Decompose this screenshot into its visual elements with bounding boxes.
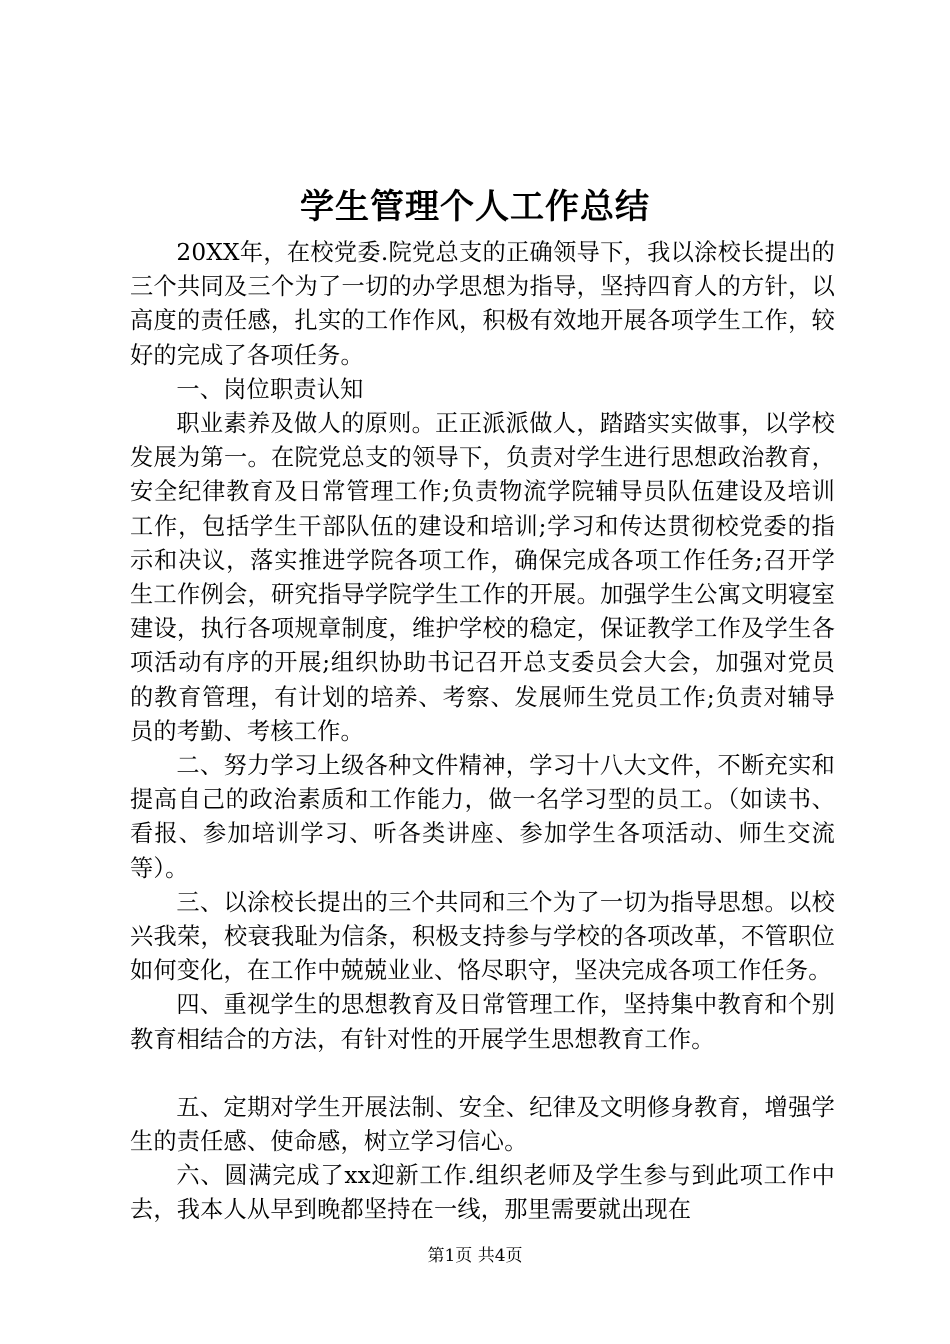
- page-footer: [0, 1244, 950, 1268]
- document-title: 学生管理个人工作总结: [300, 187, 650, 227]
- paragraph-section-3: 三、以涂校长提出的三个共同和三个为了一切为指导思想。以校兴我荣，校衰我耻为信条，积极支持参与学校的各项改革，不管职位如何变化，在工作中兢兢业业、恪尽职守，坚决完成各项工作任务。: [130, 888, 835, 985]
- page-number: 第1页: [427, 1246, 473, 1266]
- paragraph-duties: 职业素养及做人的原则。正正派派做人，踏踏实实做事，以学校发展为第一。在院党总支的领导下，负责对学生进行思想政治教育，安全纪律教育及日常管理工作;负责物流学院辅导员队伍建设及培训工作，包括学生干部队伍的建设和培训;学习和传达贯彻校党委的指示和决议，落实推进学院各项工作，确保完成各项工作任务;召开学生工作例会，研究指导学院学生工作的开展。加强学生公寓文明寝室建设，执行各项规章制度，维护学校的稳定，保证教学工作及学生各项活动有序的开展;组织协助书记召开总支委员会大会，加强对党员的教育管理，有计划的培养、考察、发展师生党员工作;负责对辅导员的考勤、考核工作。: [130, 410, 835, 745]
- paragraph-section-2: 二、努力学习上级各种文件精神，学习十八大文件，不断充实和提高自己的政治素质和工作能力，做一名学习型的员工。（如读书、看报、参加培训学习、听各类讲座、参加学生各项活动、师生交流等）。: [130, 752, 835, 882]
- paragraph-section-5: 五、定期对学生开展法制、安全、纪律及文明修身教育，增强学生的责任感、使命感，树立学习信心。: [130, 1093, 835, 1156]
- section-heading-1: 一、岗位职责认知: [176, 375, 364, 403]
- page-total: 共4页: [477, 1246, 523, 1266]
- paragraph-section-6: 六、圆满完成了xx迎新工作.组织老师及学生参与到此项工作中去，我本人从早到晚都坚持在一线，那里需要就出现在: [130, 1162, 835, 1224]
- paragraph-intro: 20XX年，在校党委.院党总支的正确领导下，我以涂校长提出的三个共同及三个为了一切的办学思想为指导，坚持四育人的方针，以高度的责任感，扎实的工作作风，积极有效地开展各项学生工作，较好的完成了各项任务。: [130, 239, 835, 369]
- paragraph-section-4: 四、重视学生的思想教育及日常管理工作，坚持集中教育和个别教育相结合的方法，有针对性的开展学生思想教育工作。: [130, 991, 835, 1053]
- document-body: [130, 236, 835, 1228]
